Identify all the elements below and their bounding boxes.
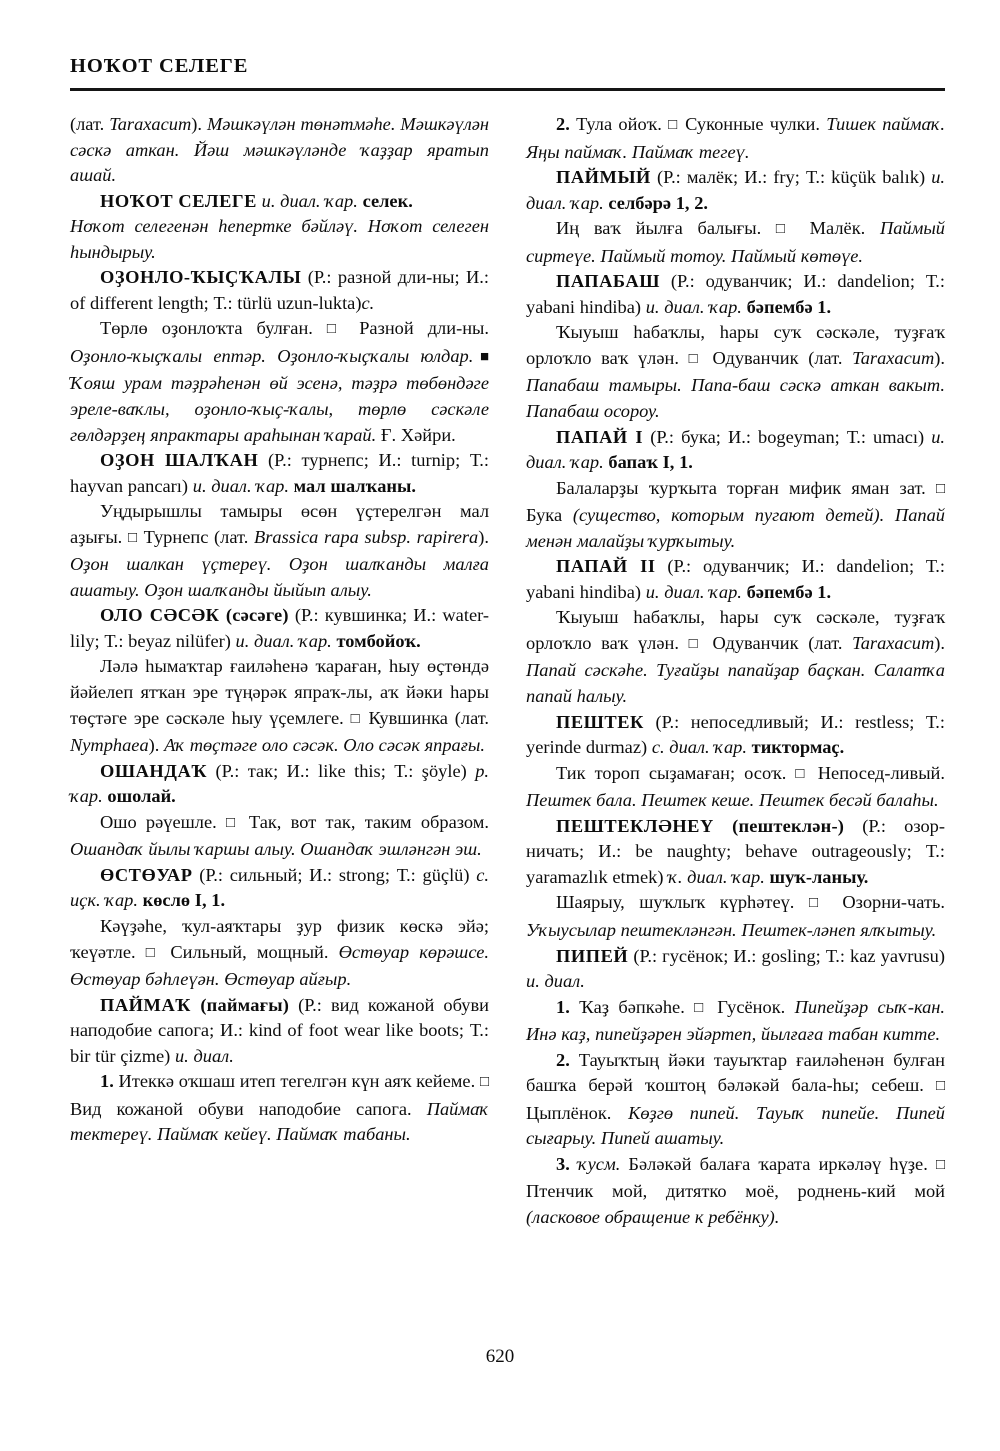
dictionary-entry-paragraph [526, 216, 945, 269]
entry-italic-text: (существо, которым пугают детей). Папай менән малайҙы ҡурҡытыу. [526, 505, 945, 551]
entry-headword: ПАПАЙ II [556, 556, 656, 577]
entry-headword: ОШАНДАҠ [100, 760, 208, 781]
entry-crossref: 2. [556, 114, 570, 134]
dictionary-entry-paragraph [70, 316, 489, 448]
entry-italic-text: и. диал. ҡар. [645, 581, 747, 602]
entry-crossref: 1. [556, 996, 570, 1017]
entry-italic-text: и. диал. [526, 971, 585, 992]
entry-text: Озорни-чать. [827, 892, 945, 913]
page-number: 620 [485, 1346, 515, 1367]
hollow-square-marker-icon [668, 117, 679, 133]
entry-text: Гусёнок. [707, 996, 795, 1017]
hollow-square-marker-icon [128, 530, 138, 546]
dictionary-entry-paragraph [526, 554, 945, 605]
right-column [526, 112, 945, 1231]
entry-italic-text: и. диал. ҡар. [645, 296, 747, 317]
dictionary-entry-paragraph [526, 1048, 945, 1152]
entry-italic-text: Тишек паймаҡ. Яңы паймаҡ. Паймаҡ тегеү. [526, 114, 946, 162]
dictionary-entry-paragraph [526, 112, 945, 165]
entry-text: (Р.: так; И.: like this; Т.: şöyle) [207, 760, 476, 781]
entry-headword-variant: (пештеклән-) [713, 815, 845, 836]
entry-italic-text: и. диал. ҡар. [192, 475, 294, 496]
dictionary-entry-paragraph [70, 603, 489, 654]
filled-square-marker-icon [473, 349, 489, 365]
entry-text: (Р.: одуванчик; И.: dandelion; Т.: yabani hindiba) [526, 556, 946, 602]
entry-headword: ОҘОН ШАЛҠАН [100, 450, 259, 471]
entry-text: (Р.: бука; И.: bogeyman; Т.: umacı) [643, 426, 932, 447]
entry-headword-variant: (паймағы) [191, 994, 290, 1015]
entry-headword: ОЛО СӘСӘК [100, 605, 220, 626]
entry-italic-text: Аҡ төҫтәге оло сәсәк. Оло сәсәк япрағы. [164, 735, 485, 756]
entry-italic-text: Ҡояш урам тәҙрәһенән өй эсенә, тәҙрә төбөндәге эреле-ваҡлы, оҙонло-ҡыҫ-ҡалы, төрлө сәскәле гөлдәрҙең япрактары араһынан ҡарай. [70, 373, 489, 445]
entry-text: (Р.: разной дли-ны; И.: of different length; Т.: türlü uzun-lukta) [70, 267, 489, 313]
entry-italic-text: Уҡыусылар пештекләнгән. Пештек-ләнеп ялҡытыу. [526, 919, 937, 940]
entry-text: Суконные чулки. [678, 114, 827, 134]
entry-text: Кәүҙәһе, ҡул-аяҡтары ҙур физик көскә эйә; ҡеүәтле. [70, 915, 489, 962]
dictionary-entry-paragraph [526, 425, 945, 476]
entry-text: Бәләкәй балаға ҡарата иркәләү һүҙе. [620, 1153, 936, 1174]
dictionary-entry-paragraph [526, 761, 945, 814]
header-rule [70, 88, 945, 91]
entry-text: Иң ваҡ йылға балығы. [556, 218, 776, 239]
entry-text: Кувшинка (лат. [361, 707, 490, 728]
entry-italic-text: Өстөуар көрәшсе. Өстөуар бәһлеүән. Өстөуар айғыр. [70, 941, 489, 990]
hollow-square-marker-icon [689, 351, 703, 367]
entry-italic-text: и. диал. ҡар. [256, 190, 363, 211]
entry-text: Так, вот так, таким образом. [239, 811, 489, 832]
entry-text: Итеккә оҡшаш итеп тегелгән күн аяҡ кейеме. [113, 1071, 480, 1092]
entry-text: (Р.: сильный; И.: strong; Т.: güçlü) [192, 864, 477, 885]
entry-text: (Р.: кувшинка; И.: water-lily; Т.: beyaz nilüfer) [70, 605, 489, 651]
hollow-square-marker-icon [936, 481, 945, 497]
entry-text: Ләлә һымаҡтар ғаиләһенә ҡараған, һыу өҫтөндә йәйелеп ятҡан эре түңәрәк япраҡ-лы, аҡ йәки һары төҫтәге эре сәскәле һыу үҫемлеге. [70, 656, 489, 728]
entry-text: Уңдырышлы тамыры өсөн үҫтерелгән мал аҙығы. [70, 501, 489, 547]
entry-text: Разной дли-ны. [345, 318, 489, 339]
entry-italic-text: Көҙгө пипей. Тауыҡ пипейе. Пипей сығарыу. Пипей ашатыу. [526, 1102, 945, 1149]
dictionary-entry-paragraph [70, 189, 489, 215]
dictionary-entry-paragraph [70, 810, 489, 863]
entry-headword-variant: (сәсәге) [219, 605, 289, 626]
entry-crossref: бәпембә 1. [746, 581, 832, 602]
entry-italic-text: с. [361, 292, 375, 313]
dictionary-entry-paragraph [70, 499, 489, 603]
entry-italic-text: (ласковое обращение к ребёнку). [526, 1206, 780, 1227]
entry-text: Ҡыуыш һабаҡлы, һары суҡ сәскәле, туҙғаҡ орлоҡло ваҡ үлән. [526, 322, 945, 368]
entry-text: (лат. [70, 114, 110, 134]
dictionary-entry-paragraph [526, 269, 945, 320]
entry-text: Непосед-ливый. [808, 762, 945, 783]
hollow-square-marker-icon [936, 1157, 945, 1173]
entry-crossref: томбойоҡ. [336, 630, 421, 651]
entry-crossref: селек. [362, 190, 413, 211]
entry-text: ). [191, 114, 207, 134]
dictionary-entry-paragraph [526, 476, 945, 555]
dictionary-entry-paragraph [526, 605, 945, 709]
entry-crossref: 2. [556, 1049, 570, 1070]
dictionary-entry-paragraph [526, 1152, 945, 1231]
entry-italic-text: ҡ. диал. ҡар. [668, 866, 770, 887]
hollow-square-marker-icon [351, 711, 362, 727]
entry-text: Тула ойоҡ. [569, 114, 669, 134]
dictionary-entry-paragraph [70, 265, 489, 316]
entry-text: (Р.: одуванчик; И.: dandelion; Т.: yabani hindiba) [526, 271, 945, 317]
dictionary-entry-paragraph [70, 759, 489, 810]
hollow-square-marker-icon [809, 895, 828, 911]
entry-text: Бука [526, 505, 573, 526]
entry-text: ). [934, 347, 945, 368]
dictionary-entry-paragraph [70, 448, 489, 499]
dictionary-entry-paragraph [70, 863, 489, 914]
hollow-square-marker-icon [480, 1074, 489, 1090]
entry-italic-text: Ошандаҡ йылы ҡаршы алыу. Ошандаҡ эшләнгән эш. [70, 839, 482, 860]
entry-text: (Р.: турнепс; И.: turnip; Т.: hayvan pancarı) [70, 450, 490, 496]
entry-crossref: шуҡ-ланыу. [769, 866, 869, 887]
entry-headword: ПИПЕЙ [556, 945, 629, 966]
entry-italic-text: и. диал. ҡар. [235, 630, 337, 651]
dictionary-entry-paragraph [526, 710, 945, 761]
dictionary-entry-paragraph [526, 944, 945, 995]
dictionary-entry-paragraph [526, 995, 945, 1048]
dictionary-entry-paragraph [526, 814, 945, 891]
entry-headword: ПАЙМАҠ [100, 994, 192, 1015]
entry-crossref: 1. [100, 1071, 114, 1092]
entry-text: Сильный, мощный. [160, 941, 339, 962]
entry-headword: ПАПАБАШ [556, 271, 660, 292]
dictionary-entry-paragraph [70, 914, 489, 993]
entry-italic-text: с. иҫк. ҡар. [70, 864, 489, 911]
entry-crossref: бапаҡ I, 1. [608, 452, 693, 473]
entry-text: (Р.: вид кожаной обуви наподобие сапога; И.: kind of foot wear like boots; Т.: bir tür çizme) [70, 994, 489, 1066]
entry-crossref: бәпембә 1. [746, 296, 832, 317]
dictionary-entry-paragraph [526, 890, 945, 943]
entry-text: Птенчик мой, дитятко моё, роднень-кий мой [526, 1181, 945, 1202]
entry-italic-text: и. диал. ҡар. [526, 167, 945, 213]
entry-text: Төрлө оҙонлоҡта булған. [100, 318, 327, 339]
entry-headword: ОҘОНЛО-ҠЫҪҠАЛЫ [100, 267, 302, 288]
entry-italic-text: и. диал. ҡар. [526, 426, 945, 473]
dictionary-entry-paragraph [70, 214, 489, 265]
entry-italic-text: Nymphaea [70, 735, 149, 756]
hollow-square-marker-icon [226, 815, 240, 831]
dictionary-entry-paragraph [526, 165, 945, 216]
entry-italic-text: Ноҡот селегенән һепертке бәйләү. Ноҡот селеген һындырыу. [70, 216, 489, 262]
entry-italic-text: и. диал. [174, 1045, 234, 1066]
entry-italic-text: Мәшкәүлән төнәтмәһе. Мәшкәүлән сәскә аткан. Йәш мәшкәүләнде ҡаҙҙар яратып ашай. [70, 114, 490, 186]
entry-crossref: тиктормаҫ. [751, 737, 845, 758]
entry-text: (Р.: малёк; И.: fry; Т.: küçük balık) [650, 167, 932, 188]
entry-text: (Р.: озор-ничать; И.: be naughty; behave outrageously; Т.: yaramazlık etmek) [526, 815, 945, 887]
entry-headword: ӨСТӨУАР [100, 864, 193, 885]
running-head: НОҠОТ СЕЛЕГЕ [70, 55, 249, 77]
entry-text: Одуванчик (лат. [702, 632, 853, 653]
entry-italic-text: Пештек бала. Пештек кеше. Пештек бесәй балаһы. [526, 790, 939, 811]
hollow-square-marker-icon [795, 766, 808, 782]
hollow-square-marker-icon [694, 1000, 708, 1016]
entry-crossref: көслө I, 1. [142, 890, 226, 911]
entry-italic-text: Папай сәскәһе. Туғайҙы папайҙар баҫкан. Салатҡа папай һалыу. [526, 660, 945, 707]
entry-text: Ҡаҙ бәпкәһе. [569, 996, 695, 1017]
entry-crossref: селбәрә 1, 2. [608, 192, 709, 213]
entry-italic-text: р. ҡар. [70, 760, 489, 807]
entry-text: Балаларҙы ҡурҡыта торған мифик яман зат. [556, 477, 936, 498]
entry-headword: ПЕШТЕКЛӘНЕҮ [556, 815, 714, 836]
entry-italic-text: Taraxacum [852, 632, 935, 653]
hollow-square-marker-icon [146, 945, 161, 961]
two-column-body [70, 112, 945, 1231]
dictionary-entry-paragraph [70, 654, 489, 758]
entry-text: Тауыҡтың йәки тауыҡтар ғаиләһенән булған башҡа берәй ҡоштоң бәләкәй бала-һы; себеш. [526, 1049, 945, 1096]
entry-italic-text: Taraxacum [109, 114, 192, 134]
entry-text: ). [148, 735, 165, 756]
entry-crossref: 3. [556, 1153, 570, 1174]
entry-italic-text: Пипейҙәр сыҡ-кан. Инә каҙ, пипейҙәрен эйәртеп, йылғаға табан китте. [526, 996, 946, 1045]
dictionary-entry-paragraph [70, 1069, 489, 1148]
entry-text: ). [478, 526, 489, 547]
hollow-square-marker-icon [776, 221, 795, 237]
left-column [70, 112, 489, 1231]
entry-text: Ошо рәүешле. [100, 811, 227, 832]
dictionary-entry-paragraph [526, 320, 945, 424]
entry-text: Цыплёнок. [526, 1102, 629, 1123]
entry-text: (Р.: непоседливый; И.: restless; Т.: yerinde durmaz) [526, 711, 945, 758]
entry-text: ). [934, 632, 945, 653]
entry-text: Вид кожаной обуви наподобие сапога. [70, 1098, 427, 1119]
entry-headword: НОҠОТ СЕЛЕГЕ [100, 190, 257, 211]
entry-italic-text: Оҙонло-ҡыҫҡалы ептәр. Оҙонло-ҡыҫҡалы юлдар. [70, 345, 474, 366]
entry-italic-text: Папабаш тамыры. Папа-баш сәскә аткан вакыт. Папабаш осороу. [526, 375, 945, 422]
entry-headword: ПАЙМЫЙ [556, 167, 651, 188]
entry-text: Ҡыуыш һабаҡлы, һары суҡ сәскәле, туҙғаҡ орлоҡло ваҡ үлән. [526, 607, 945, 653]
dictionary-entry-paragraph [70, 993, 489, 1070]
entry-headword: ПЕШТЕК [556, 711, 644, 732]
entry-italic-text: Brassica rapa subsp. rapirera [253, 526, 479, 547]
hollow-square-marker-icon [327, 321, 345, 337]
entry-italic-text: с. диал. ҡар. [651, 737, 752, 758]
entry-text: Шаярыу, шуҡлыҡ күрһәтеү. [556, 892, 809, 913]
entry-text: Турнепс (лат. [138, 526, 254, 547]
dictionary-entry-paragraph [70, 112, 489, 189]
entry-text: Тик тороп сыҙамаған; осоҡ. [556, 762, 796, 783]
entry-text: Малёк. [794, 218, 880, 239]
entry-italic-text: Taraxacum [852, 347, 935, 368]
entry-italic-text: ҡусм. [569, 1153, 621, 1174]
entry-text: Одуванчик (лат. [702, 347, 853, 368]
entry-crossref: мал шалҡаны. [293, 475, 416, 496]
entry-headword: ПАПАЙ I [556, 426, 644, 447]
hollow-square-marker-icon [936, 1078, 945, 1094]
entry-italic-text: Паймаҡ тектереү. Паймаҡ кейеү. Паймаҡ табаны. [70, 1098, 489, 1145]
entry-italic-text: Оҙон шалкан үҫтереү. Оҙон шалҡанды малға ашатыу. Оҙон шалҡанды йыйып алыу. [70, 554, 489, 600]
hollow-square-marker-icon [689, 636, 703, 652]
entry-text: Ғ. Хәйри. [376, 424, 456, 445]
entry-crossref: ошолай. [107, 786, 176, 807]
entry-italic-text: Паймый сиртеүе. Паймый тотоу. Паймый көтөүе. [526, 218, 945, 266]
entry-text: (Р.: гусёнок; И.: gosling; Т.: kaz yavrusu) [628, 945, 945, 966]
